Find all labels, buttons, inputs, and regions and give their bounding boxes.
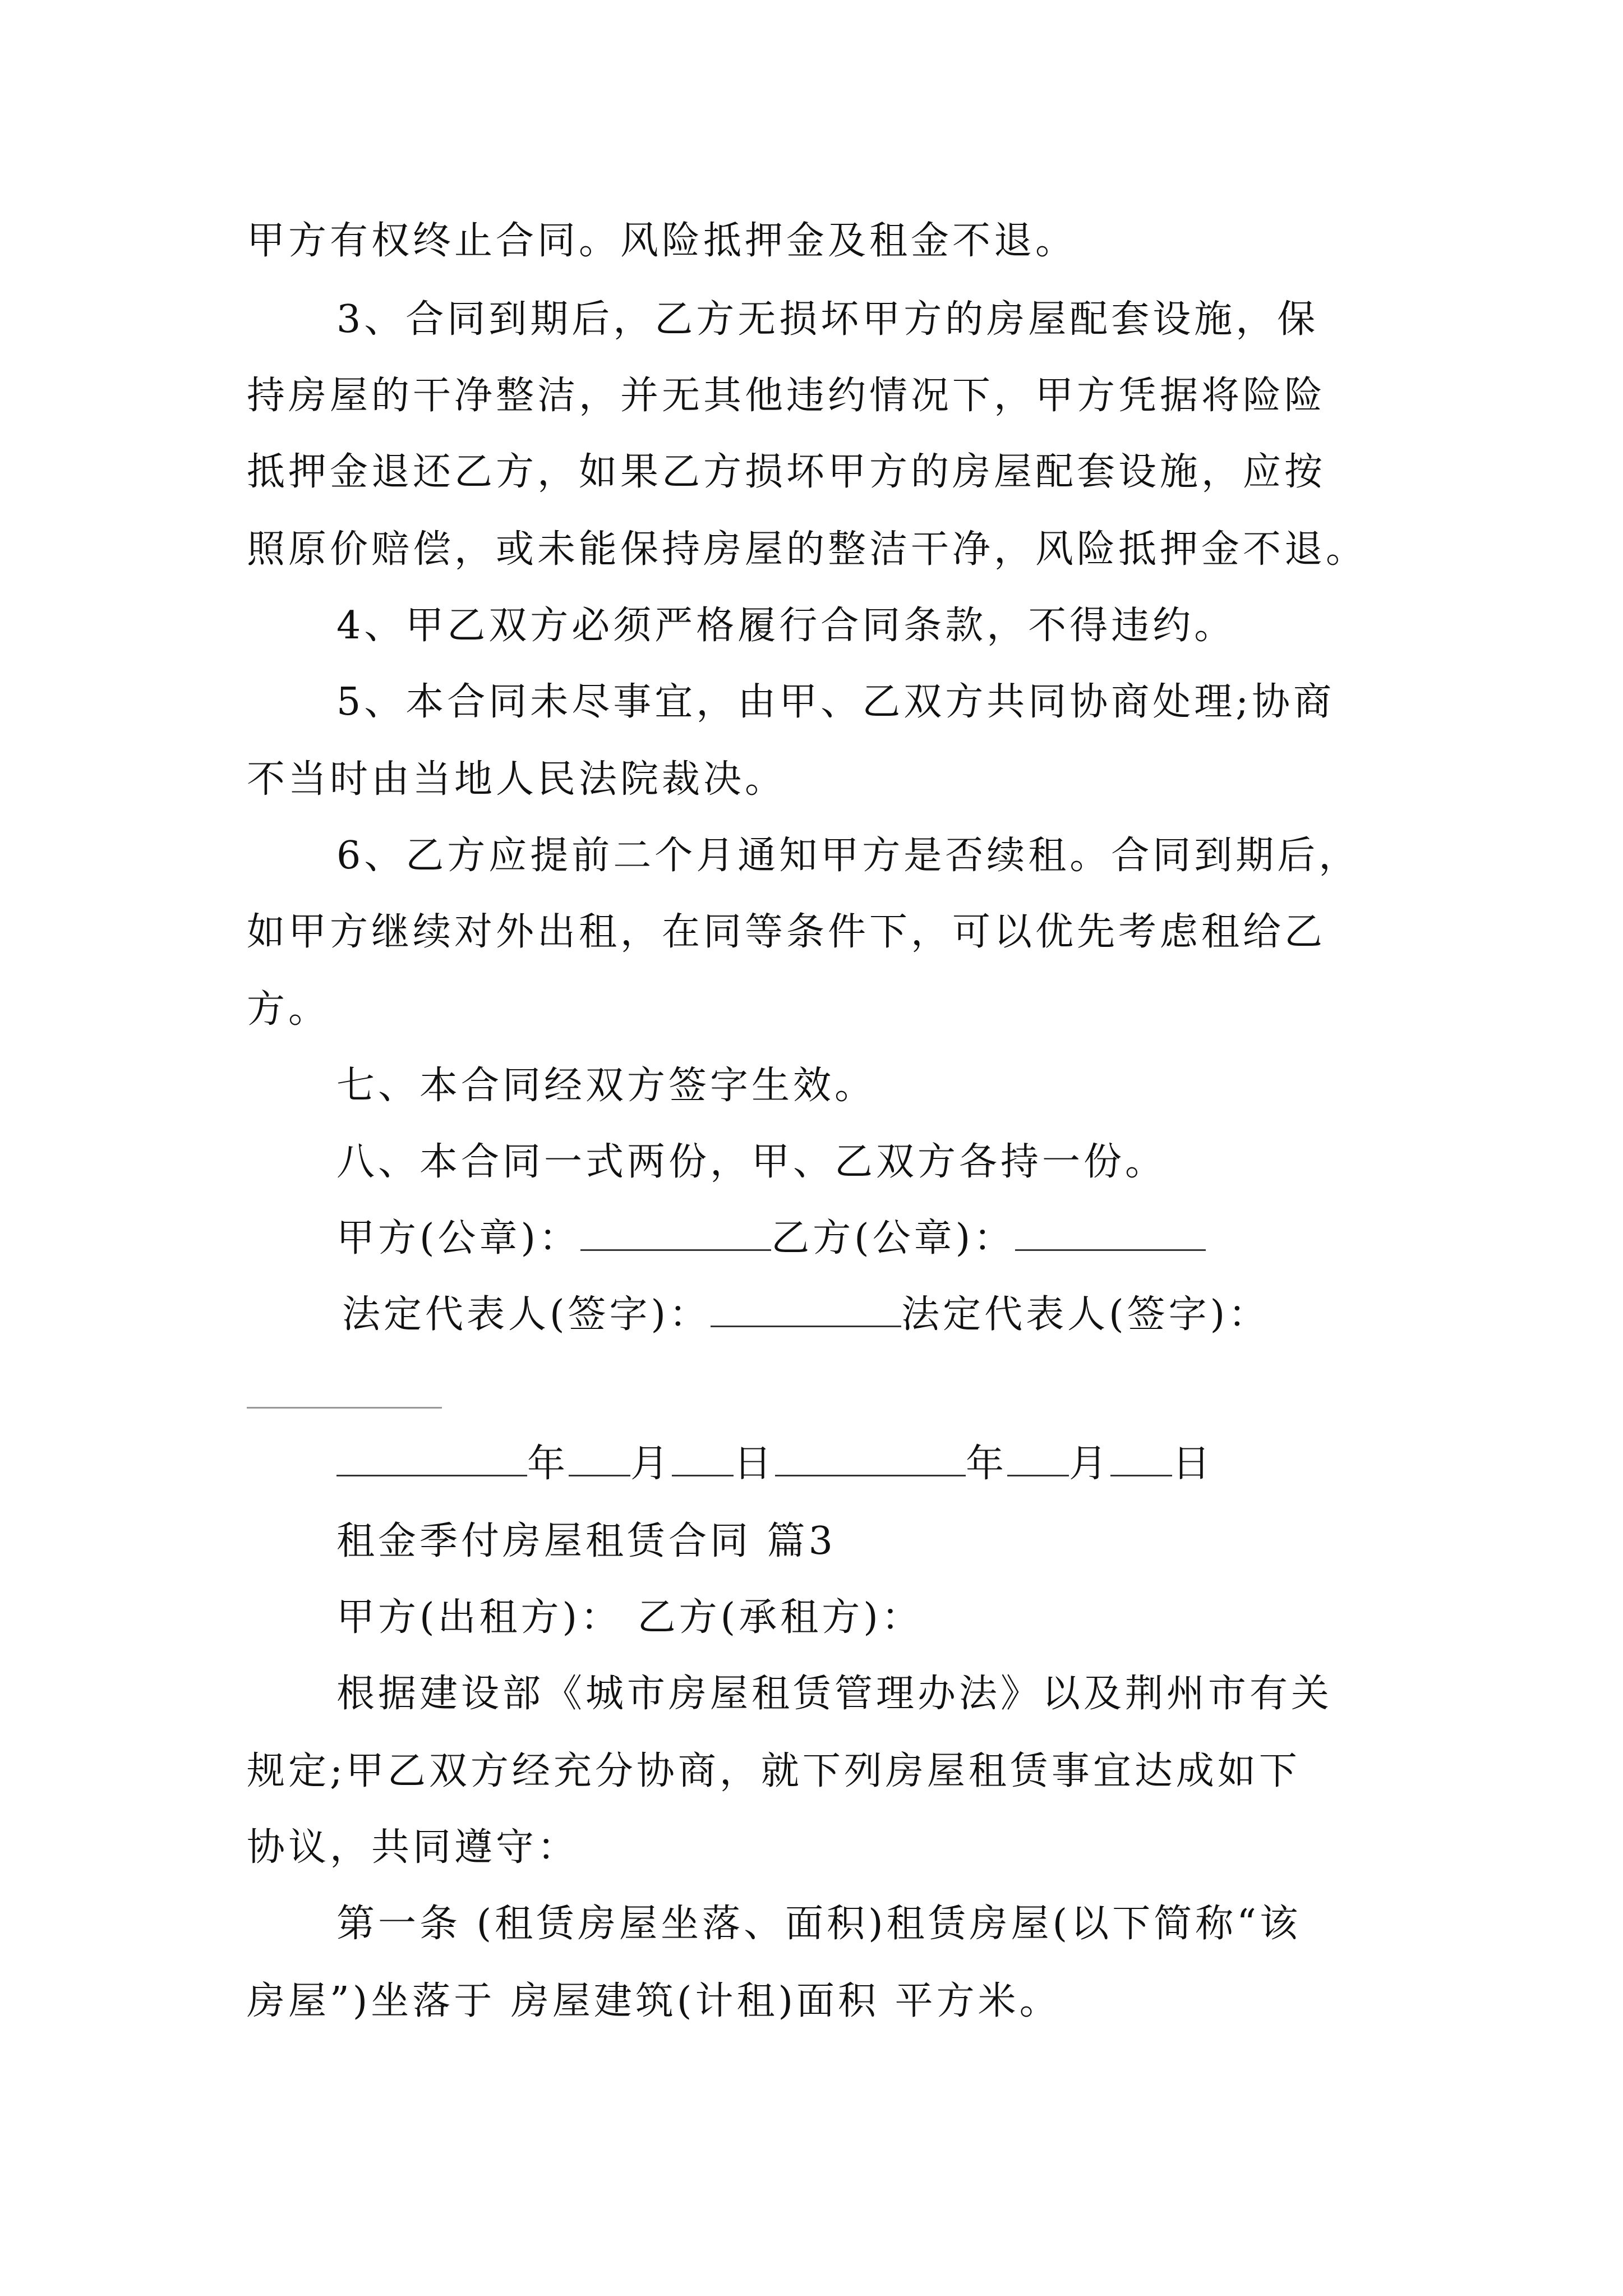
day-a-blank[interactable] xyxy=(672,1440,734,1476)
date-line xyxy=(336,1436,1514,1492)
section-parties: 甲方(出租方)： 乙方(承租方)： xyxy=(336,1595,923,1640)
paragraph-line: 6、乙方应提前二个月通知甲方是否续租。合同到期后， xyxy=(336,834,1361,878)
section-title: 租金季付房屋租赁合同 篇3 xyxy=(336,1519,836,1563)
month-label: 月 xyxy=(630,1442,672,1486)
paragraph-line: 抵押金退还乙方，如果乙方损坏甲方的房屋配套设施，应按 xyxy=(247,450,1326,494)
paragraph-line: 七、本合同经双方签字生效。 xyxy=(336,1064,877,1108)
legal-rep-b-label: 法定代表人(签字)： xyxy=(901,1292,1270,1337)
party-b-seal-blank[interactable] xyxy=(1015,1214,1206,1251)
paragraph-line: 甲方有权终止合同。风险抵押金及租金不退。 xyxy=(247,219,1077,263)
legal-rep-b-blank[interactable] xyxy=(247,1407,442,1409)
paragraph-line: 如甲方继续对外出租，在同等条件下，可以优先考虑租给乙 xyxy=(247,910,1326,954)
paragraph-line: 4、甲乙双方必须严格履行合同条款，不得违约。 xyxy=(336,604,1236,648)
paragraph-line: 持房屋的干净整洁，并无其他违约情况下，甲方凭据将险险 xyxy=(247,374,1326,418)
month-a-blank[interactable] xyxy=(569,1440,630,1476)
paragraph-line: 协议，共同遵守： xyxy=(247,1825,579,1870)
paragraph-line: 根据建设部《城市房屋租赁管理办法》以及荆州市有关 xyxy=(336,1672,1333,1716)
legal-rep-line xyxy=(342,1287,1520,1343)
seal-line xyxy=(336,1211,1514,1267)
month-b-blank[interactable] xyxy=(1007,1440,1069,1476)
paragraph-line: 第一条 (租赁房屋坐落、面积)租赁房屋(以下简称“该 xyxy=(336,1902,1301,1946)
paragraph-line: 八、本合同一式两份，甲、乙双方各持一份。 xyxy=(336,1140,1167,1184)
paragraph-line: 房屋”)坐落于 房屋建筑(计租)面积 平方米。 xyxy=(247,1979,1061,2023)
party-a-seal-blank[interactable] xyxy=(580,1214,771,1251)
paragraph-line: 3、合同到期后，乙方无损坏甲方的房屋配套设施，保 xyxy=(336,297,1319,342)
year-label: 年 xyxy=(966,1442,1008,1486)
year-a-blank[interactable] xyxy=(336,1440,527,1476)
year-b-blank[interactable] xyxy=(775,1440,966,1476)
paragraph-line: 规定;甲乙双方经充分协商，就下列房屋租赁事宜达成如下 xyxy=(247,1749,1301,1793)
paragraph-line: 5、本合同未尽事宜，由甲、乙双方共同协商处理;协商 xyxy=(336,680,1335,724)
paragraph-line: 照原价赔偿，或未能保持房屋的整洁干净，风险抵押金不退。 xyxy=(247,527,1368,572)
party-a-seal-label: 甲方(公章)： xyxy=(336,1216,581,1260)
paragraph-line: 不当时由当地人民法院裁决。 xyxy=(247,757,787,802)
year-label: 年 xyxy=(527,1442,569,1486)
day-label: 日 xyxy=(1172,1442,1214,1486)
paragraph-line: 方。 xyxy=(247,987,330,1032)
legal-rep-a-blank[interactable] xyxy=(711,1291,901,1327)
legal-rep-a-label: 法定代表人(签字)： xyxy=(342,1292,711,1337)
month-label: 月 xyxy=(1069,1442,1111,1486)
day-label: 日 xyxy=(734,1442,776,1486)
day-b-blank[interactable] xyxy=(1110,1440,1172,1476)
party-b-seal-label: 乙方(公章)： xyxy=(771,1216,1016,1260)
